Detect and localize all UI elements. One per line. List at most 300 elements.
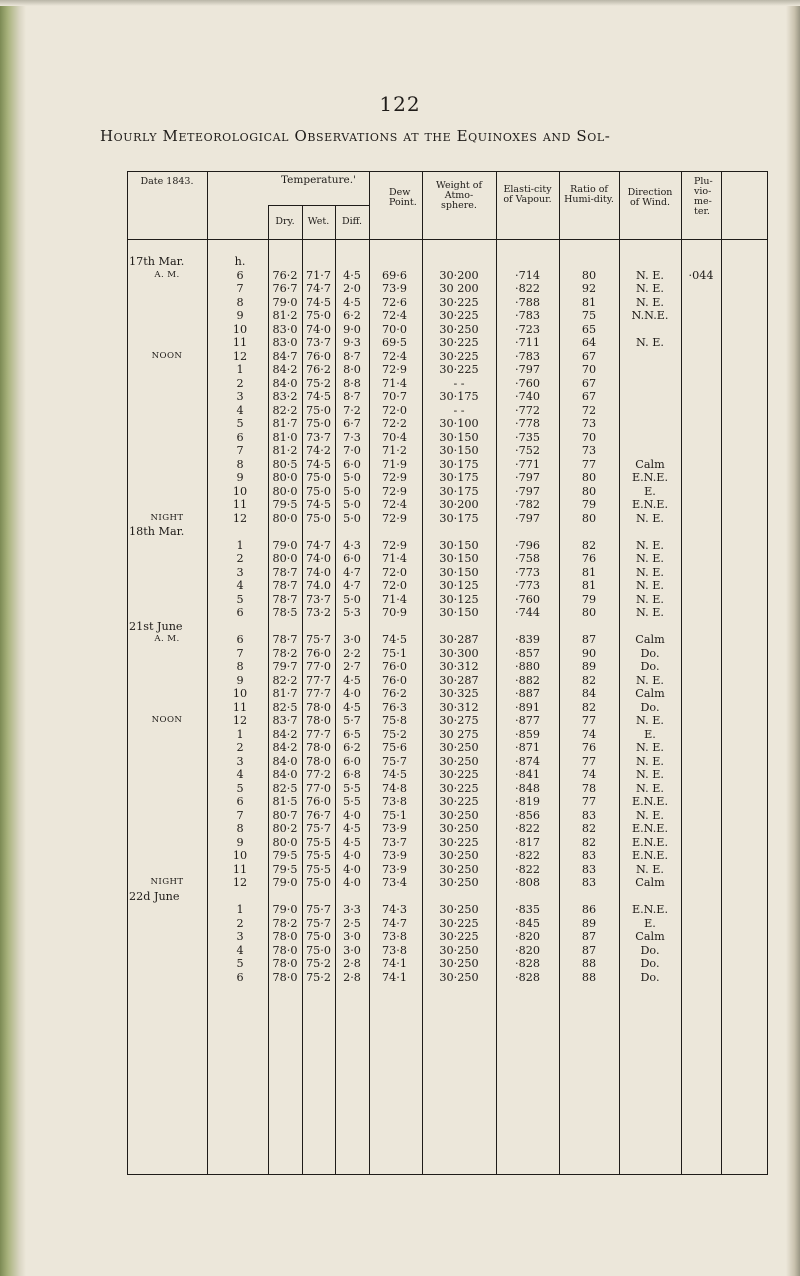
wind-direction-cell: E.N.E.	[631, 849, 669, 862]
dew-point-cell: 71·9	[382, 457, 407, 471]
hour-cell: 11	[232, 336, 248, 349]
atmosphere-weight-cell: 30·250	[439, 322, 479, 336]
atmosphere-weight-cell: 30·287	[439, 633, 479, 646]
atmosphere-weight-cell: 30·100	[439, 417, 479, 430]
humidity-ratio-cell: 67	[581, 390, 597, 403]
vapour-elasticity-cell: ·859	[515, 727, 540, 741]
dry-bulb-cell: 78·5	[272, 606, 298, 619]
wind-direction-cell: E.N.E.	[631, 498, 669, 511]
humidity-ratio-cell: 89	[581, 660, 597, 673]
wind-direction-cell: N. E.	[636, 282, 664, 295]
dry-bulb-cell: 79·0	[272, 903, 298, 916]
vapour-elasticity-cell: ·841	[515, 768, 540, 781]
humidity-ratio-cell: 78	[581, 781, 597, 795]
atmosphere-weight-cell: 30·150	[439, 552, 479, 565]
atmosphere-weight-cell: 30·175	[439, 457, 479, 471]
atmosphere-weight-cell: 30·200	[439, 268, 479, 282]
table-row	[127, 269, 768, 283]
dew-point-cell: 69·5	[382, 336, 407, 349]
hour-cell: 1	[236, 727, 244, 741]
hour-cell: 10	[232, 322, 248, 336]
header-pluviometer: Plu-vio-me-ter.	[694, 176, 713, 217]
dew-point-cell: 72·2	[382, 417, 407, 430]
table-row	[127, 336, 768, 350]
dew-point-cell: 73·9	[382, 822, 407, 835]
table-row	[127, 566, 768, 580]
wind-direction-cell: N. E.	[636, 714, 664, 727]
wind-direction-cell: Do.	[640, 700, 660, 714]
vapour-elasticity-cell: ·735	[515, 430, 540, 444]
dry-bulb-cell: 80·0	[272, 552, 298, 565]
wind-direction-cell: Do.	[640, 646, 660, 660]
table-row	[127, 404, 768, 418]
difference-cell: 5·0	[343, 498, 361, 511]
atmosphere-weight-cell: 30·250	[439, 862, 479, 876]
dew-point-cell: 74·5	[382, 768, 407, 781]
dew-point-cell: 71·4	[382, 592, 407, 606]
hour-cell: 8	[236, 295, 244, 309]
dew-point-cell: 72·0	[382, 565, 407, 579]
humidity-ratio-cell: 74	[581, 768, 597, 781]
wind-direction-cell: Calm	[635, 876, 665, 889]
wet-bulb-cell: 74·5	[306, 390, 331, 403]
vapour-elasticity-cell: ·882	[515, 673, 540, 687]
humidity-ratio-cell: 64	[581, 336, 597, 349]
difference-cell: 6·2	[343, 309, 361, 322]
dry-bulb-cell: 81·7	[272, 417, 298, 430]
vapour-elasticity-cell: ·828	[515, 957, 540, 970]
dew-point-cell: 72·9	[382, 538, 407, 552]
humidity-ratio-cell: 89	[581, 916, 597, 930]
atmosphere-weight-cell: 30·225	[439, 835, 479, 849]
hour-cell: 3	[236, 390, 244, 403]
vapour-elasticity-cell: ·820	[515, 930, 540, 943]
dew-point-cell: 74·5	[382, 633, 407, 646]
wet-bulb-cell: 73·7	[306, 336, 331, 349]
hour-cell: 12	[232, 876, 248, 889]
atmosphere-weight-cell: 30·275	[439, 714, 479, 727]
vapour-elasticity-cell: ·772	[515, 403, 540, 417]
wet-bulb-cell: 75·5	[306, 862, 331, 876]
hour-cell: 7	[236, 808, 244, 822]
hour-cell: 10	[232, 849, 248, 862]
vapour-elasticity-cell: ·857	[515, 646, 540, 660]
hour-cell: 9	[236, 309, 244, 322]
hour-cell: 8	[236, 822, 244, 835]
dew-point-cell: 72·9	[382, 363, 407, 376]
difference-cell: 6·8	[343, 768, 361, 781]
wind-direction-cell: E.N.E.	[631, 835, 669, 849]
difference-cell: 5·0	[343, 511, 361, 525]
vapour-elasticity-cell: ·773	[515, 565, 540, 579]
wet-bulb-cell: 75·0	[306, 484, 331, 498]
humidity-ratio-cell: 83	[581, 876, 597, 889]
header-direction: Direction of Wind.	[627, 187, 673, 208]
date-label: 18th Mar.	[129, 525, 185, 538]
difference-cell: 3·0	[343, 943, 361, 957]
difference-cell: 6·0	[343, 754, 361, 768]
table-row	[127, 890, 768, 904]
table-row	[127, 917, 768, 931]
humidity-ratio-cell: 82	[581, 538, 597, 552]
dew-point-cell: 72·4	[382, 309, 407, 322]
difference-cell: 4·0	[343, 876, 361, 889]
table-row	[127, 444, 768, 458]
dry-bulb-cell: 80·7	[272, 808, 298, 822]
wet-bulb-cell: 75·7	[306, 916, 331, 930]
wet-bulb-cell: 73·7	[306, 592, 331, 606]
table-row	[127, 431, 768, 445]
difference-cell: 4·5	[343, 268, 361, 282]
dry-bulb-cell: 82·2	[272, 673, 298, 687]
humidity-ratio-cell: 70	[581, 430, 597, 444]
wind-direction-cell: Do.	[640, 943, 660, 957]
vapour-elasticity-cell: ·797	[515, 471, 540, 484]
dew-point-cell: 76·2	[382, 687, 407, 700]
dew-point-cell: 72·6	[382, 295, 407, 309]
vapour-elasticity-cell: ·788	[515, 295, 540, 309]
vapour-elasticity-cell: ·783	[515, 349, 540, 363]
hour-cell: 9	[236, 471, 244, 484]
wind-direction-cell: N. E.	[636, 741, 664, 754]
hour-cell: 12	[232, 349, 248, 363]
dew-point-cell: 75·1	[382, 646, 407, 660]
difference-cell: 8·7	[343, 349, 361, 363]
dry-bulb-cell: 80·2	[272, 822, 298, 835]
difference-cell: 4·5	[343, 822, 361, 835]
wet-bulb-cell: 75·0	[306, 403, 331, 417]
humidity-ratio-cell: 75	[581, 309, 597, 322]
table-row	[127, 674, 768, 688]
difference-cell: 5·5	[343, 781, 361, 795]
wind-direction-cell: N. E.	[636, 592, 664, 606]
atmosphere-weight-cell: 30·250	[439, 943, 479, 957]
atmosphere-weight-cell: 30·225	[439, 363, 479, 376]
difference-cell: 4·0	[343, 808, 361, 822]
hour-cell: 7	[236, 646, 244, 660]
dew-point-cell: 70·4	[382, 430, 407, 444]
dew-point-cell: 73·8	[382, 930, 407, 943]
wet-bulb-cell: 75·0	[306, 471, 331, 484]
dry-bulb-cell: 79·0	[272, 295, 298, 309]
wind-direction-cell: E.	[644, 727, 656, 741]
vapour-elasticity-cell: ·796	[515, 538, 540, 552]
hour-cell: 5	[236, 417, 244, 430]
dew-point-cell: 70·0	[382, 322, 407, 336]
table-row	[127, 741, 768, 755]
wind-direction-cell: Calm	[635, 930, 665, 943]
dry-bulb-cell: 78·7	[272, 592, 298, 606]
hour-cell: 6	[236, 606, 244, 619]
difference-cell: 4·0	[343, 862, 361, 876]
vapour-elasticity-cell: ·845	[515, 916, 540, 930]
atmosphere-weight-cell: 30·250	[439, 849, 479, 862]
wind-direction-cell: Calm	[635, 457, 665, 471]
wind-direction-cell: Do.	[640, 660, 660, 673]
hour-cell: 1	[236, 903, 244, 916]
wet-bulb-cell: 77·0	[306, 781, 331, 795]
table-row	[127, 768, 768, 782]
rule-header-bottom	[127, 239, 768, 240]
wet-bulb-cell: 75·0	[306, 943, 331, 957]
wet-bulb-cell: 74·2	[306, 444, 331, 457]
dry-bulb-cell: 83·7	[272, 714, 298, 727]
difference-cell: 2·0	[343, 282, 361, 295]
dry-bulb-cell: 78·2	[272, 646, 298, 660]
atmosphere-weight-cell: 30·225	[439, 781, 479, 795]
humidity-ratio-cell: 72	[581, 403, 597, 417]
dew-point-cell: 69·6	[382, 268, 407, 282]
difference-cell: 4·0	[343, 849, 361, 862]
humidity-ratio-cell: 81	[581, 579, 597, 592]
humidity-ratio-cell: 90	[581, 646, 597, 660]
wind-direction-cell: N. E.	[636, 336, 664, 349]
wet-bulb-cell: 75·5	[306, 835, 331, 849]
wind-direction-cell: N. E.	[636, 768, 664, 781]
atmosphere-weight-cell: 30·312	[439, 660, 479, 673]
wet-bulb-cell: 75·7	[306, 903, 331, 916]
observations-table	[127, 171, 768, 1175]
vapour-elasticity-cell: ·877	[515, 714, 540, 727]
humidity-ratio-cell: 77	[581, 714, 597, 727]
table-row	[127, 755, 768, 769]
hour-cell: 8	[236, 457, 244, 471]
dry-bulb-cell: 80·0	[272, 511, 298, 525]
book-spine-shadow	[0, 0, 26, 1276]
atmosphere-weight-cell: 30·250	[439, 808, 479, 822]
atmosphere-weight-cell: 30·300	[439, 646, 479, 660]
table-row	[127, 296, 768, 310]
difference-cell: 2·8	[343, 957, 361, 970]
hour-cell: 6	[236, 268, 244, 282]
dew-point-cell: 73·8	[382, 795, 407, 808]
wind-direction-cell: E.N.E.	[631, 903, 669, 916]
dew-point-cell: 72·4	[382, 498, 407, 511]
hour-cell: 12	[232, 511, 248, 525]
atmosphere-weight-cell: 30·175	[439, 390, 479, 403]
dew-point-cell: 75·2	[382, 727, 407, 741]
wind-direction-cell: Do.	[640, 970, 660, 984]
hour-cell: 6	[236, 795, 244, 808]
header-temperature: Temperature.'	[280, 174, 356, 186]
dry-bulb-cell: 79·5	[272, 862, 298, 876]
page-top-edge	[0, 0, 800, 6]
wet-bulb-cell: 78·0	[306, 754, 331, 768]
wet-bulb-cell: 77·7	[306, 687, 331, 700]
vapour-elasticity-cell: ·771	[515, 457, 540, 471]
vapour-elasticity-cell: ·820	[515, 943, 540, 957]
hour-cell: h.	[234, 255, 246, 268]
difference-cell: 2·5	[343, 916, 361, 930]
atmosphere-weight-cell: 30 200	[439, 282, 479, 295]
dew-point-cell: 72·9	[382, 511, 407, 525]
hour-cell: 11	[232, 862, 248, 876]
table-row	[127, 539, 768, 553]
hour-cell: 12	[232, 714, 248, 727]
humidity-ratio-cell: 84	[581, 687, 597, 700]
wet-bulb-cell: 77·0	[306, 660, 331, 673]
difference-cell: 6·2	[343, 741, 361, 754]
difference-cell: 7·2	[343, 403, 361, 417]
humidity-ratio-cell: 80	[581, 511, 597, 525]
atmosphere-weight-cell: 30·150	[439, 430, 479, 444]
dew-point-cell: 71·4	[382, 552, 407, 565]
table-row	[127, 944, 768, 958]
wind-direction-cell: E.N.E.	[631, 795, 669, 808]
vapour-elasticity-cell: ·752	[515, 444, 540, 457]
wet-bulb-cell: 73·2	[306, 606, 331, 619]
humidity-ratio-cell: 82	[581, 700, 597, 714]
hour-cell: 9	[236, 835, 244, 849]
vapour-elasticity-cell: ·808	[515, 876, 540, 889]
vapour-elasticity-cell: ·887	[515, 687, 540, 700]
atmosphere-weight-cell: 30·125	[439, 592, 479, 606]
humidity-ratio-cell: 92	[581, 282, 597, 295]
table-row	[127, 458, 768, 472]
atmosphere-weight-cell: 30·150	[439, 565, 479, 579]
dry-bulb-cell: 78·7	[272, 579, 298, 592]
vapour-elasticity-cell: ·822	[515, 822, 540, 835]
wind-direction-cell: E.	[644, 484, 656, 498]
humidity-ratio-cell: 77	[581, 457, 597, 471]
atmosphere-weight-cell: 30·225	[439, 349, 479, 363]
rule-top	[127, 171, 768, 172]
header-wet: Wet.	[307, 216, 330, 227]
dew-point-cell: 75·8	[382, 714, 407, 727]
table-row	[127, 660, 768, 674]
dry-bulb-cell: 84·0	[272, 768, 298, 781]
hour-cell: 3	[236, 930, 244, 943]
dry-bulb-cell: 82·5	[272, 781, 298, 795]
dry-bulb-cell: 80·0	[272, 471, 298, 484]
vapour-elasticity-cell: ·760	[515, 376, 540, 390]
vapour-elasticity-cell: ·797	[515, 363, 540, 376]
dew-point-cell: 72·4	[382, 349, 407, 363]
dew-point-cell: 74·1	[382, 970, 407, 984]
difference-cell: 8·7	[343, 390, 361, 403]
difference-cell: 6·5	[343, 727, 361, 741]
hour-cell: 3	[236, 565, 244, 579]
difference-cell: 4·3	[343, 538, 361, 552]
atmosphere-weight-cell: 30·175	[439, 471, 479, 484]
dew-point-cell: 71·2	[382, 444, 407, 457]
table-row	[127, 863, 768, 877]
wet-bulb-cell: 76·0	[306, 646, 331, 660]
vapour-elasticity-cell: ·797	[515, 511, 540, 525]
table-row	[127, 836, 768, 850]
vapour-elasticity-cell: ·711	[515, 336, 540, 349]
dew-point-cell: 72·0	[382, 403, 407, 417]
dew-point-cell: 72·9	[382, 471, 407, 484]
atmosphere-weight-cell: 30·150	[439, 538, 479, 552]
hour-cell: 4	[236, 403, 244, 417]
humidity-ratio-cell: 83	[581, 862, 597, 876]
hour-cell: 11	[232, 498, 248, 511]
vapour-elasticity-cell: ·758	[515, 552, 540, 565]
wind-direction-cell: Calm	[635, 687, 665, 700]
difference-cell: 4·0	[343, 687, 361, 700]
humidity-ratio-cell: 79	[581, 592, 597, 606]
period-label: NIGHT	[150, 877, 184, 887]
humidity-ratio-cell: 67	[581, 349, 597, 363]
difference-cell: 4·5	[343, 835, 361, 849]
difference-cell: 6·7	[343, 417, 361, 430]
humidity-ratio-cell: 82	[581, 673, 597, 687]
atmosphere-weight-cell: 30·225	[439, 916, 479, 930]
dry-bulb-cell: 78·0	[272, 970, 298, 984]
atmosphere-weight-cell: - -	[453, 376, 465, 390]
dry-bulb-cell: 79·0	[272, 538, 298, 552]
header-dew-point: Dew Point.	[389, 187, 417, 208]
dry-bulb-cell: 76·7	[272, 282, 298, 295]
wet-bulb-cell: 75·7	[306, 822, 331, 835]
vapour-elasticity-cell: ·856	[515, 808, 540, 822]
dew-point-cell: 73·8	[382, 943, 407, 957]
difference-cell: 5·0	[343, 471, 361, 484]
vapour-elasticity-cell: ·714	[515, 268, 540, 282]
hour-cell: 6	[236, 430, 244, 444]
vapour-elasticity-cell: ·822	[515, 282, 540, 295]
dry-bulb-cell: 78·7	[272, 633, 298, 646]
wind-direction-cell: N. E.	[636, 511, 664, 525]
humidity-ratio-cell: 87	[581, 930, 597, 943]
difference-cell: 4·5	[343, 700, 361, 714]
dry-bulb-cell: 80·0	[272, 835, 298, 849]
hour-cell: 10	[232, 484, 248, 498]
dew-point-cell: 73·9	[382, 282, 407, 295]
difference-cell: 8·0	[343, 363, 361, 376]
table-row	[127, 471, 768, 485]
table-row	[127, 323, 768, 337]
wet-bulb-cell: 74·0	[306, 565, 331, 579]
vapour-elasticity-cell: ·744	[515, 606, 540, 619]
atmosphere-weight-cell: 30·150	[439, 606, 479, 619]
hour-cell: 7	[236, 282, 244, 295]
table-row	[127, 498, 768, 512]
difference-cell: 7·0	[343, 444, 361, 457]
wet-bulb-cell: 75·2	[306, 970, 331, 984]
dry-bulb-cell: 83·2	[272, 390, 298, 403]
atmosphere-weight-cell: 30·250	[439, 957, 479, 970]
humidity-ratio-cell: 80	[581, 471, 597, 484]
hour-cell: 8	[236, 660, 244, 673]
atmosphere-weight-cell: 30·225	[439, 336, 479, 349]
table-row	[127, 971, 768, 985]
table-row	[127, 485, 768, 499]
vapour-elasticity-cell: ·817	[515, 835, 540, 849]
table-row	[127, 593, 768, 607]
difference-cell: 6·0	[343, 457, 361, 471]
rule-temp-sub	[268, 205, 369, 206]
humidity-ratio-cell: 73	[581, 417, 597, 430]
wet-bulb-cell: 74·0	[306, 322, 331, 336]
vapour-elasticity-cell: ·783	[515, 309, 540, 322]
vapour-elasticity-cell: ·891	[515, 700, 540, 714]
atmosphere-weight-cell: 30·225	[439, 930, 479, 943]
period-label: NIGHT	[150, 512, 184, 523]
dry-bulb-cell: 84·7	[272, 349, 298, 363]
dew-point-cell: 74·8	[382, 781, 407, 795]
dry-bulb-cell: 78·7	[272, 565, 298, 579]
dew-point-cell: 73·9	[382, 862, 407, 876]
wet-bulb-cell: 75·0	[306, 309, 331, 322]
atmosphere-weight-cell: 30·225	[439, 795, 479, 808]
vapour-elasticity-cell: ·848	[515, 781, 540, 795]
table-row	[127, 728, 768, 742]
dew-point-cell: 76·0	[382, 673, 407, 687]
hour-cell: 2	[236, 741, 244, 754]
table-row	[127, 647, 768, 661]
